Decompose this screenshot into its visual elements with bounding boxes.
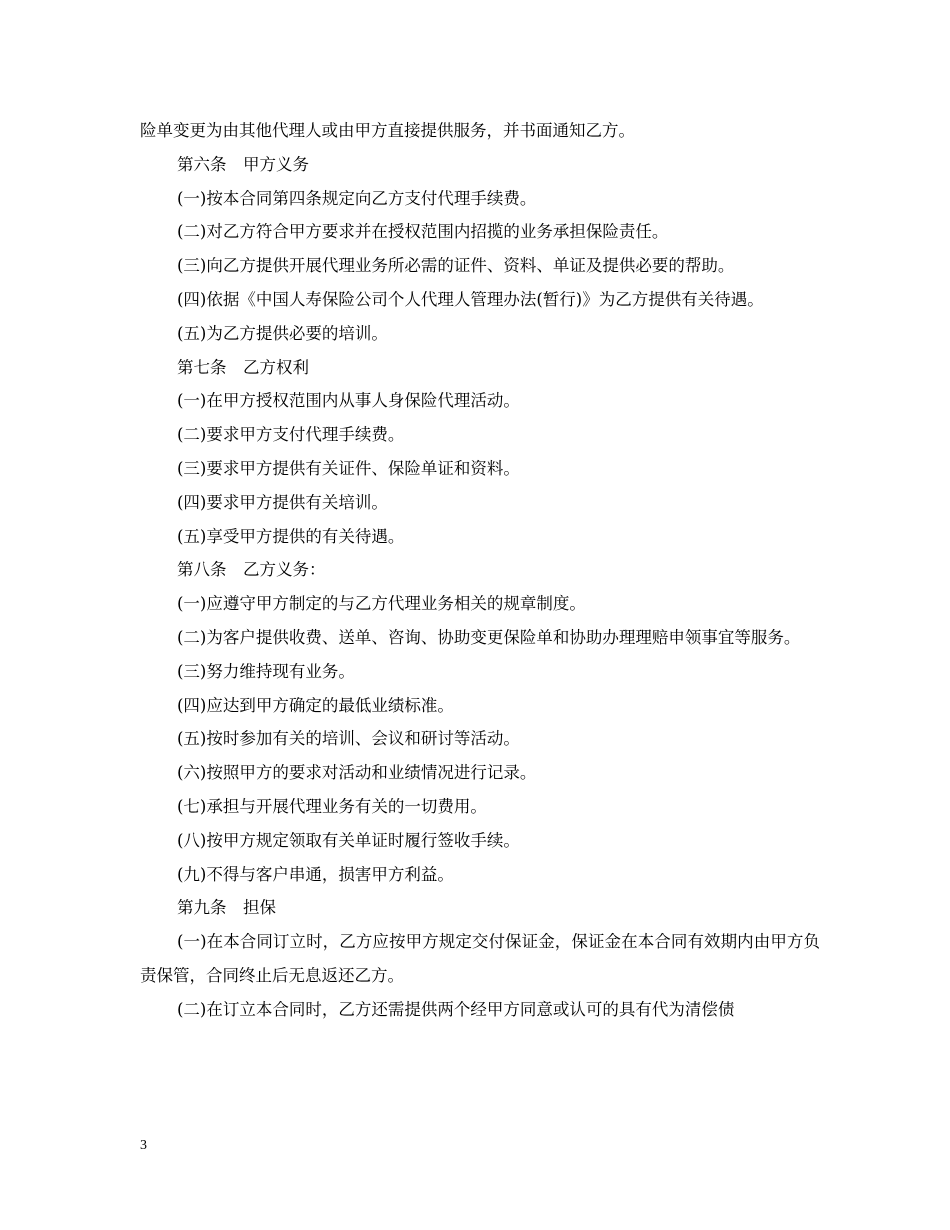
paragraph: (八)按甲方规定领取有关单证时履行签收手续。 bbox=[177, 830, 520, 850]
document-body bbox=[140, 114, 820, 1027]
paragraph: (九)不得与客户串通，损害甲方利益。 bbox=[177, 864, 454, 884]
paragraph: 第七条 乙方权利 bbox=[177, 357, 309, 377]
paragraph: 第九条 担保 bbox=[177, 898, 276, 918]
paragraph: (二)对乙方符合甲方要求并在授权范围内招揽的业务承担保险责任。 bbox=[177, 222, 669, 242]
paragraph: (一)在甲方授权范围内从事人身保险代理活动。 bbox=[177, 391, 520, 411]
page-number: 3 bbox=[140, 1138, 147, 1153]
paragraph: 第六条 甲方义务 bbox=[177, 154, 309, 174]
paragraph: (一)按本合同第四条规定向乙方支付代理手续费。 bbox=[177, 188, 537, 208]
paragraph: (五)按时参加有关的培训、会议和研讨等活动。 bbox=[177, 729, 520, 749]
paragraph: (五)享受甲方提供的有关待遇。 bbox=[177, 526, 405, 546]
paragraph: (二)在订立本合同时，乙方还需提供两个经甲方同意或认可的具有代为清偿债 bbox=[177, 999, 735, 1019]
paragraph: 第八条 乙方义务： bbox=[177, 560, 326, 580]
paragraph: (五)为乙方提供必要的培训。 bbox=[177, 323, 388, 343]
paragraph: (三)向乙方提供开展代理业务所必需的证件、资料、单证及提供必要的帮助。 bbox=[177, 256, 735, 276]
paragraph: (六)按照甲方的要求对活动和业绩情况进行记录。 bbox=[177, 763, 537, 783]
paragraph: (三)努力维持现有业务。 bbox=[177, 661, 355, 681]
paragraph: (四)应达到甲方确定的最低业绩标准。 bbox=[177, 695, 454, 715]
paragraph: (三)要求甲方提供有关证件、保险单证和资料。 bbox=[177, 458, 520, 478]
paragraph: 险单变更为由其他代理人或由甲方直接提供服务，并书面通知乙方。 bbox=[140, 121, 635, 140]
paragraph: (一)在本合同订立时，乙方应按甲方规定交付保证金，保证金在本合同有效期内由甲方负责保管，合同终止后无息返还乙方。 bbox=[140, 932, 820, 985]
paragraph: (七)承担与开展代理业务有关的一切费用。 bbox=[177, 796, 487, 816]
paragraph: (四)依据《中国人寿保险公司个人代理人管理办法(暂行)》为乙方提供有关待遇。 bbox=[177, 289, 764, 309]
paragraph: (二)要求甲方支付代理手续费。 bbox=[177, 425, 405, 445]
paragraph: (二)为客户提供收费、送单、咨询、协助变更保险单和协助办理理赔申领事宜等服务。 bbox=[177, 627, 801, 647]
paragraph: (四)要求甲方提供有关培训。 bbox=[177, 492, 388, 512]
paragraph: (一)应遵守甲方制定的与乙方代理业务相关的规章制度。 bbox=[177, 594, 586, 614]
